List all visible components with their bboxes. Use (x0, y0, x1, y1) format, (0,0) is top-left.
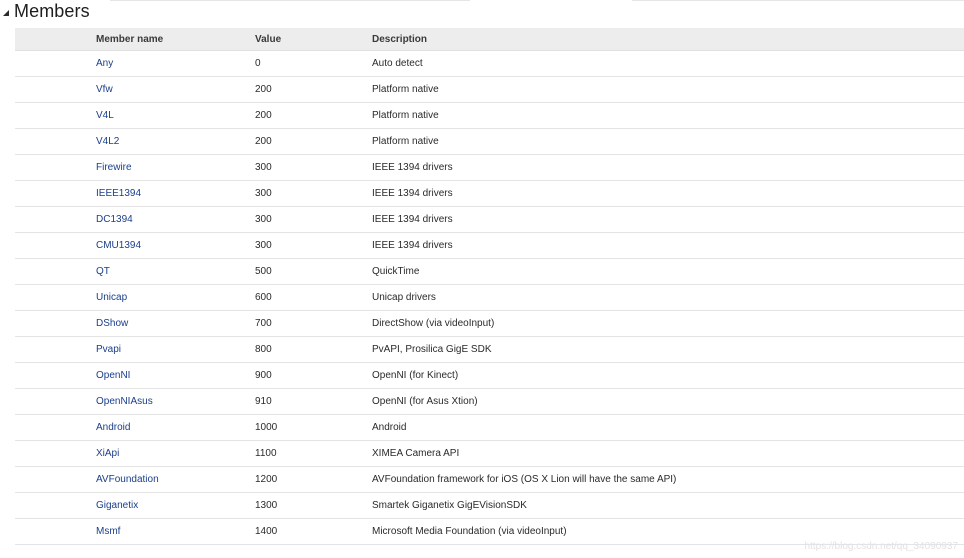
member-description-cell: Platform native (372, 129, 964, 155)
table-row (15, 155, 964, 181)
member-name-cell (96, 441, 255, 467)
member-value-cell: 910 (255, 389, 372, 415)
table-row (15, 77, 964, 103)
table-row (15, 207, 964, 233)
member-name-link[interactable]: DShow (96, 318, 129, 329)
members-table (15, 28, 964, 545)
table-row (15, 363, 964, 389)
top-divider-right (632, 0, 964, 1)
table-row (15, 389, 964, 415)
member-value-cell: 800 (255, 337, 372, 363)
watermark: https://blog.csdn.net/qq_34090937 (804, 541, 958, 552)
row-spacer (15, 103, 96, 129)
member-name-cell (96, 51, 255, 77)
members-section-header[interactable] (3, 0, 90, 22)
member-value-cell: 200 (255, 129, 372, 155)
member-name-cell (96, 181, 255, 207)
member-description-cell: OpenNI (for Asus Xtion) (372, 389, 964, 415)
member-value-cell: 0 (255, 51, 372, 77)
member-description-cell: Platform native (372, 77, 964, 103)
member-name-cell (96, 519, 255, 545)
member-name-link[interactable]: XiApi (96, 448, 120, 459)
member-description-cell: XIMEA Camera API (372, 441, 964, 467)
member-name-link[interactable]: DC1394 (96, 214, 133, 225)
member-name-link[interactable]: Android (96, 422, 131, 433)
member-name-link[interactable]: V4L2 (96, 136, 120, 147)
member-value-cell: 600 (255, 285, 372, 311)
row-spacer (15, 181, 96, 207)
member-name-cell (96, 207, 255, 233)
table-row (15, 493, 964, 519)
member-name-link[interactable]: CMU1394 (96, 240, 142, 251)
table-row (15, 129, 964, 155)
row-spacer (15, 389, 96, 415)
member-value-cell: 1400 (255, 519, 372, 545)
member-description-cell: IEEE 1394 drivers (372, 155, 964, 181)
member-value-cell: 300 (255, 207, 372, 233)
member-value-cell: 1000 (255, 415, 372, 441)
row-spacer (15, 259, 96, 285)
member-name-cell (96, 259, 255, 285)
member-name-link[interactable]: Firewire (96, 162, 132, 173)
member-description-cell: AVFoundation framework for iOS (OS X Lion will have the same API) (372, 467, 964, 493)
row-spacer (15, 129, 96, 155)
member-name-cell (96, 493, 255, 519)
member-value-cell: 700 (255, 311, 372, 337)
member-name-link[interactable]: Vfw (96, 84, 113, 95)
member-name-cell (96, 415, 255, 441)
member-name-cell (96, 363, 255, 389)
member-name-cell (96, 155, 255, 181)
member-value-cell: 300 (255, 181, 372, 207)
header-member-name: Member name (96, 28, 255, 51)
member-name-link[interactable]: IEEE1394 (96, 188, 142, 199)
table-row (15, 415, 964, 441)
member-name-cell (96, 233, 255, 259)
member-value-cell: 500 (255, 259, 372, 285)
member-name-cell (96, 129, 255, 155)
table-row (15, 337, 964, 363)
row-spacer (15, 311, 96, 337)
member-value-cell: 300 (255, 233, 372, 259)
member-name-link[interactable]: Unicap (96, 292, 128, 303)
member-description-cell: Microsoft Media Foundation (via videoInput) (372, 519, 964, 545)
member-name-link[interactable]: QT (96, 266, 110, 277)
member-description-cell: OpenNI (for Kinect) (372, 363, 964, 389)
member-description-cell: Smartek Giganetix GigEVisionSDK (372, 493, 964, 519)
member-description-cell: Platform native (372, 103, 964, 129)
member-value-cell: 200 (255, 77, 372, 103)
row-spacer (15, 493, 96, 519)
table-row (15, 285, 964, 311)
member-name-link[interactable]: Giganetix (96, 500, 139, 511)
member-description-cell: Unicap drivers (372, 285, 964, 311)
top-divider-left (110, 0, 470, 1)
row-spacer (15, 77, 96, 103)
row-spacer (15, 467, 96, 493)
table-row (15, 51, 964, 77)
member-value-cell: 900 (255, 363, 372, 389)
table-row (15, 311, 964, 337)
row-spacer (15, 233, 96, 259)
row-spacer (15, 337, 96, 363)
member-value-cell: 200 (255, 103, 372, 129)
member-value-cell: 1300 (255, 493, 372, 519)
row-spacer (15, 207, 96, 233)
row-spacer (15, 51, 96, 77)
member-description-cell: PvAPI, Prosilica GigE SDK (372, 337, 964, 363)
member-name-cell (96, 285, 255, 311)
table-row (15, 259, 964, 285)
table-row (15, 467, 964, 493)
member-description-cell: Android (372, 415, 964, 441)
row-spacer (15, 155, 96, 181)
collapse-triangle-icon[interactable] (3, 10, 9, 16)
row-spacer (15, 285, 96, 311)
member-name-cell (96, 389, 255, 415)
member-name-cell (96, 337, 255, 363)
member-name-cell (96, 467, 255, 493)
member-name-cell (96, 77, 255, 103)
row-spacer (15, 519, 96, 545)
member-name-link[interactable]: Any (96, 58, 114, 69)
member-description-cell: IEEE 1394 drivers (372, 233, 964, 259)
member-description-cell: IEEE 1394 drivers (372, 207, 964, 233)
member-value-cell: 1200 (255, 467, 372, 493)
member-value-cell: 1100 (255, 441, 372, 467)
row-spacer (15, 441, 96, 467)
member-description-cell: DirectShow (via videoInput) (372, 311, 964, 337)
member-name-link[interactable]: AVFoundation (96, 474, 159, 485)
member-description-cell: Auto detect (372, 51, 964, 77)
row-spacer (15, 363, 96, 389)
member-description-cell: IEEE 1394 drivers (372, 181, 964, 207)
table-header-row (15, 28, 964, 51)
member-description-cell: QuickTime (372, 259, 964, 285)
table-row (15, 181, 964, 207)
table-row (15, 233, 964, 259)
member-name-link[interactable]: Msmf (96, 526, 121, 537)
member-value-cell: 300 (255, 155, 372, 181)
member-name-link[interactable]: OpenNI (96, 370, 131, 381)
header-value: Value (255, 28, 372, 51)
row-spacer (15, 415, 96, 441)
member-name-link[interactable]: Pvapi (96, 344, 122, 355)
header-description: Description (372, 28, 964, 51)
table-row (15, 441, 964, 467)
member-name-link[interactable]: V4L (96, 110, 114, 121)
member-name-link[interactable]: OpenNIAsus (96, 396, 153, 407)
header-spacer (15, 28, 96, 51)
members-table-body (15, 51, 964, 545)
member-name-cell (96, 103, 255, 129)
section-title: Members (14, 0, 90, 21)
table-row (15, 103, 964, 129)
member-name-cell (96, 311, 255, 337)
